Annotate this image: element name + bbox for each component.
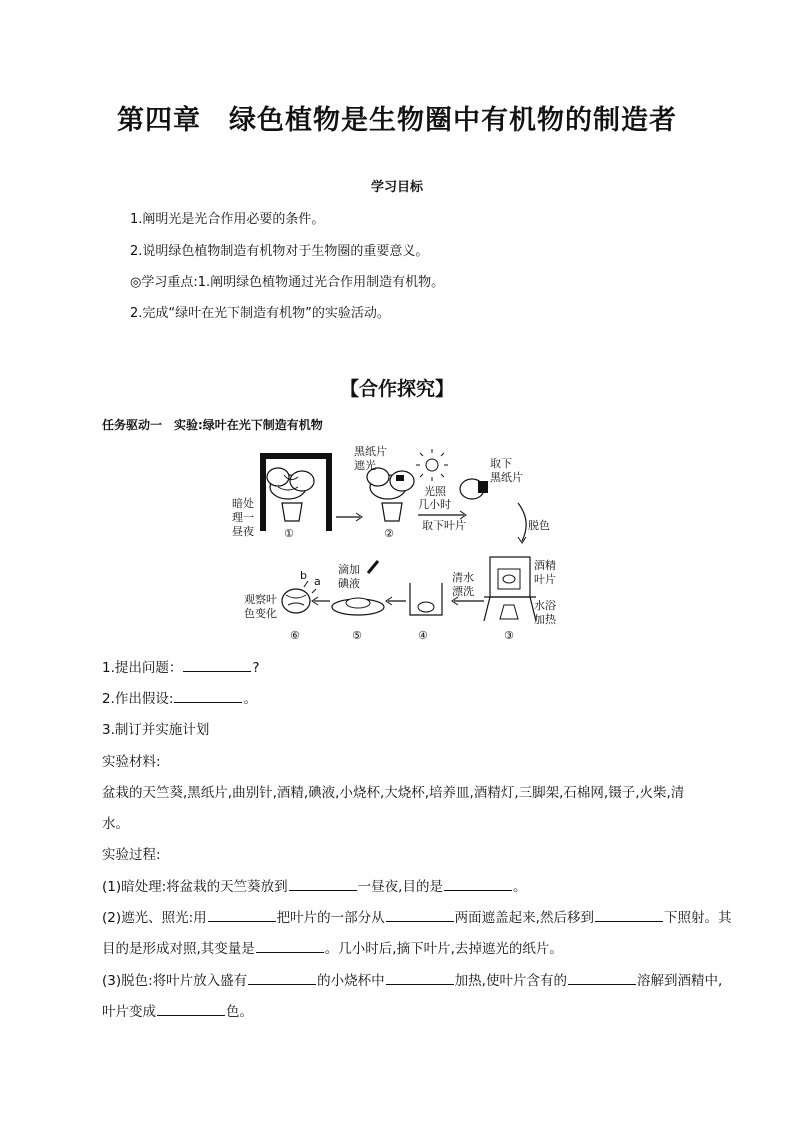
materials-label: 实验材料: [102,754,161,770]
answer-blank[interactable] [157,1001,225,1016]
observe-label-1: 观察叶 [244,593,277,606]
page-title: 第四章 绿色植物是生物圈中有机物的制造者 [117,105,677,136]
answer-blank[interactable] [248,970,316,985]
answer-blank[interactable] [386,907,454,922]
process-step-3b: 叶片变成 色。 [102,1000,253,1020]
answer-blank[interactable] [256,938,324,953]
step-1: ① [284,527,294,540]
dark-label-1: 暗处 [232,497,254,510]
plant-icon [267,468,314,521]
light-label-2: 几小时 [418,498,451,511]
rinse-label-1: 清水 [452,571,474,584]
black-paper-icon [396,475,404,481]
process-step-2a: (2)遮光、照光:用 把叶片的一部分从 两面遮盖起来,然后移到 下照射。其 [102,906,731,926]
remove-label-1: 取下 [490,457,512,470]
bath-label-2: 加热 [534,613,556,626]
mark-a: a [314,575,321,588]
process-step-2b: 目的是形成对照,其变量是 。几小时后,摘下叶片,去掉遮光的纸片。 [102,937,563,957]
question-3: 3.制订并实施计划 [102,722,210,738]
process-label: 实验过程: [102,847,161,863]
arrow-icon [518,503,526,541]
sun-icon [416,449,448,481]
alcohol-lamp-icon [500,605,518,619]
answer-blank[interactable] [595,907,663,922]
beaker-icon [410,583,442,615]
water-bath-apparatus [484,557,536,621]
question-1: 1.提出问题： ? [102,656,260,676]
objective-item: 2.完成“绿叶在光下制造有机物”的实验活动。 [130,306,390,321]
objective-item: 1.阐明光是光合作用必要的条件。 [130,212,325,227]
key-point: ◎学习重点:1.阐明绿色植物通过光合作用制造有机物。 [130,275,445,290]
bath-label-1: 水浴 [534,599,556,612]
process-step-1: (1)暗处理:将盆栽的天竺葵放到 一昼夜,目的是 。 [102,875,526,895]
leaf-icon [460,479,488,499]
decolor-label: 脱色 [528,519,550,532]
task-title: 任务驱动一 实验:绿叶在光下制造有机物 [102,418,323,432]
step-6: ⑥ [290,629,300,642]
light-label-1: 光照 [424,485,446,498]
rinse-label-2: 漂洗 [452,585,474,598]
process-step-3a: (3)脱色:将叶片放入盛有 的小烧杯中 加热,使叶片含有的 溶解到酒精中, [102,969,722,989]
dark-label-3: 昼夜 [232,525,254,538]
iodine-label-1: 滴加 [338,563,360,576]
experiment-figure [228,445,568,645]
paper-label-1: 黑纸片 [354,445,387,458]
objectives-heading: 学习目标 [370,180,423,195]
materials-line-2: 水。 [102,816,129,832]
observe-label-2: 色变化 [244,607,277,620]
answer-blank[interactable] [386,970,454,985]
answer-blank[interactable] [183,657,251,672]
dropper-icon [368,561,378,573]
result-leaf-icon [282,581,316,613]
answer-blank[interactable] [444,876,512,891]
question-2: 2.作出假设: 。 [102,687,257,707]
answer-blank[interactable] [289,876,357,891]
iodine-label-2: 碘液 [338,577,360,590]
alcohol-label-1: 酒精 [534,559,556,572]
step-4: ④ [418,629,428,642]
step-5: ⑤ [352,629,362,642]
mark-b: b [300,569,307,582]
answer-blank[interactable] [208,907,276,922]
step1-dark-box [260,453,332,531]
pick-leaf-label: 取下叶片 [422,519,466,532]
answer-blank[interactable] [174,688,242,703]
dark-label-2: 理一 [232,511,254,524]
section-heading: 【合作探究】 [339,378,454,400]
materials-line-1: 盆栽的天竺葵,黑纸片,曲别针,酒精,碘液,小烧杯,大烧杯,培养皿,酒精灯,三脚架,石棉网,镊子,火柴,清 [102,785,685,801]
objective-item: 2.说明绿色植物制造有机物对于生物圈的重要意义。 [130,244,429,259]
alcohol-label-2: 叶片 [534,573,556,586]
step2-plant [367,468,414,521]
step-2: ② [384,527,394,540]
answer-blank[interactable] [568,970,636,985]
step-3: ③ [504,629,514,642]
remove-label-2: 黑纸片 [490,471,523,484]
paper-label-2: 遮光 [354,459,376,472]
